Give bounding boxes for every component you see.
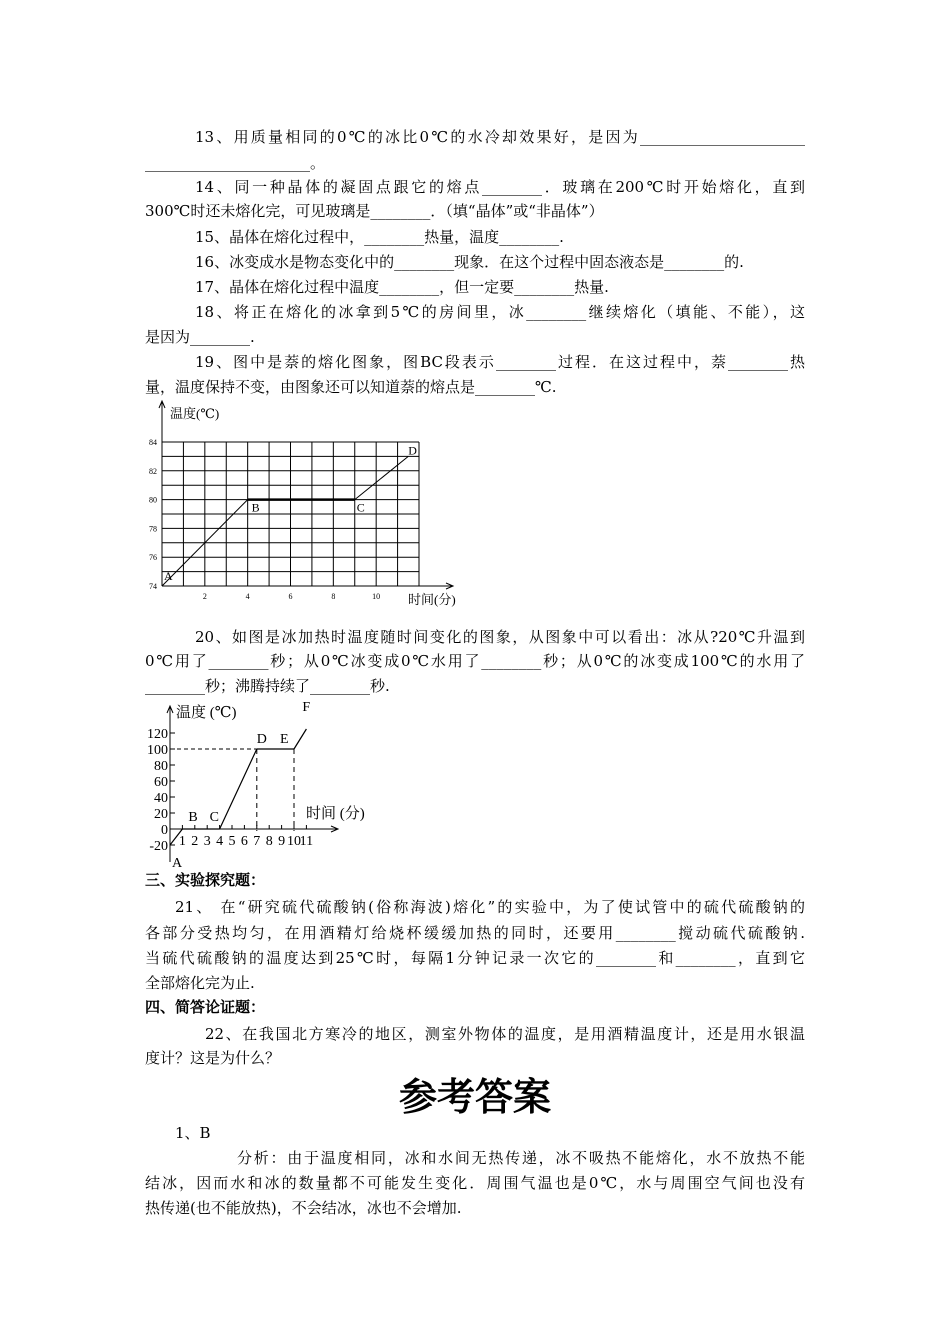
analysis-text: 分析：由于温度相同，冰和水间无热传递，冰不吸热不能熔化，水不放热不能: [237, 1149, 805, 1167]
point-label: D: [256, 732, 267, 747]
y-tick-label: 100: [147, 743, 168, 758]
point-label: B: [251, 500, 260, 515]
x-tick-label: 8: [265, 834, 273, 849]
question-16: 16、冰变成水是物态变化中的________现象．在这个过程中固态液态是________的.: [195, 253, 744, 271]
question-text: 14、同一种晶体的凝固点跟它的熔点________．玻璃在200℃时开始熔化，直到: [195, 178, 805, 196]
y-tick-label: 120: [147, 727, 168, 742]
x-tick-label: 8: [331, 592, 336, 601]
point-label: A: [164, 569, 173, 583]
x-axis-label: 时间 (分): [306, 806, 365, 822]
data-segment: [355, 456, 409, 499]
x-axis-label: 时间(分): [408, 592, 456, 607]
answer-1: 1、B: [175, 1124, 211, 1142]
question-text: 各部分受热均匀，在用酒精灯给烧杯缓缓加热的同时，还要用________搅动硫代硫酸钠.: [145, 924, 805, 942]
question-text: 度计？这是为什么？: [145, 1049, 281, 1067]
question-text: 21、 在“研究硫代硫酸钠(俗称海波)熔化”的实验中，为了使试管中的硫代硫酸钠的: [175, 898, 805, 916]
y-tick-label: 80: [149, 495, 157, 505]
y-tick-label: -20: [149, 839, 168, 854]
chart-naphthalene-melting: [149, 401, 456, 607]
question-text: 全部熔化完为止.: [145, 974, 255, 992]
section-heading-experiment: 三、实验探究题：: [145, 871, 266, 889]
y-tick-label: 40: [154, 791, 168, 806]
y-tick-label: 82: [149, 466, 157, 476]
point-label: B: [188, 810, 198, 825]
question-text: 22、在我国北方寒冷的地区，测室外物体的温度，是用酒精温度计，还是用水银温: [205, 1025, 805, 1043]
x-tick-label: 7: [253, 834, 261, 849]
section-heading-short-answer: 四、简答论证题：: [145, 998, 266, 1016]
y-tick-label: 0: [161, 823, 168, 838]
point-label: A: [172, 856, 183, 871]
question-text: 19、图中是萘的熔化图象，图BC段表示________过程．在这过程中，萘________热: [195, 353, 805, 371]
data-segment: [220, 749, 257, 829]
point-label: C: [356, 500, 365, 515]
question-text: 20、如图是冰加热时温度随时间变化的图象，从图象中可以看出：冰从?20℃升温到: [195, 628, 805, 646]
y-tick-label: 80: [154, 759, 168, 774]
question-17: 17、晶体在熔化过程中温度________，但一定要________热量.: [195, 278, 609, 296]
x-tick-label: 10: [287, 834, 301, 849]
x-tick-label: 2: [202, 592, 207, 601]
question-text: 18、将正在熔化的冰拿到5℃的房间里，冰________继续熔化（填能、不能），这: [195, 303, 805, 321]
question-text: ______________________。: [145, 154, 326, 172]
point-label: D: [408, 443, 417, 458]
y-tick-label: 74: [149, 582, 157, 591]
question-text: 13、用质量相同的0℃的冰比0℃的水冷却效果好，是因为______________________: [195, 128, 805, 146]
x-tick-label: 9: [278, 834, 286, 849]
question-text: ________秒；沸腾持续了________秒.: [145, 677, 390, 695]
x-tick-label: 4: [216, 834, 224, 849]
y-tick-label: 84: [149, 438, 157, 447]
y-tick-label: 60: [154, 775, 168, 790]
x-tick-label: 6: [240, 834, 248, 849]
answers-title: 参考答案: [398, 1075, 551, 1119]
analysis-text: 热传递(也不能放热)，不会结冰，冰也不会增加.: [145, 1199, 462, 1217]
point-label: F: [302, 700, 311, 715]
x-tick-label: 1: [178, 834, 186, 849]
y-tick-label: 76: [149, 553, 157, 563]
y-tick-label: 78: [149, 524, 157, 534]
point-label: E: [280, 732, 289, 747]
question-text: 300℃时还未熔化完，可见玻璃是________．（填“晶体”或“非晶体”）: [145, 202, 604, 220]
question-text: 是因为________.: [145, 328, 255, 346]
question-text: 当硫代硫酸钠的温度达到25℃时，每隔1分钟记录一次它的________和________，直到它: [145, 949, 805, 967]
chart-ice-heating: [147, 700, 365, 871]
question-15: 15、晶体在熔化过程中，________热量，温度________.: [195, 228, 564, 246]
y-axis-label: 温度 (℃): [176, 705, 237, 721]
x-tick-label: 11: [299, 834, 314, 849]
y-axis-label: 温度(℃): [170, 406, 220, 421]
point-label: C: [209, 810, 219, 825]
x-tick-label: 4: [245, 592, 250, 601]
data-segment: [294, 729, 306, 749]
analysis-text: 结冰，因而水和冰的数量都不可能发生变化．周围气温也是0℃，水与周围空气间也没有: [145, 1174, 805, 1192]
x-tick-label: 10: [372, 592, 381, 601]
question-text: 量，温度保持不变，由图象还可以知道萘的熔点是________℃.: [145, 378, 557, 396]
x-tick-label: 5: [228, 834, 236, 849]
y-tick-label: 20: [154, 807, 168, 822]
x-tick-label: 3: [203, 834, 211, 849]
x-tick-label: 2: [191, 834, 199, 849]
question-text: 0℃用了________秒；从0℃冰变成0℃水用了________秒；从0℃的冰变成100℃的水用了: [145, 652, 805, 670]
x-tick-label: 6: [288, 592, 293, 601]
